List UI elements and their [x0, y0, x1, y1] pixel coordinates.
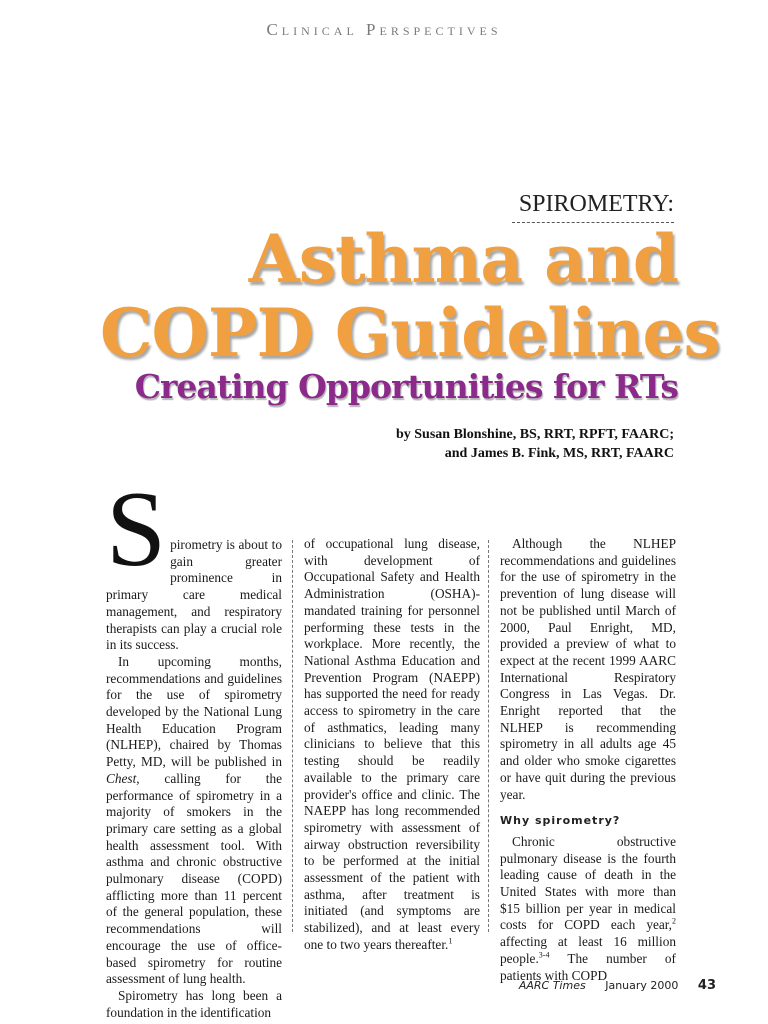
- paragraph: [500, 834, 676, 984]
- paragraph: Spirometry has long been a foundation in the identification: [106, 987, 282, 1020]
- paragraph-text: of occupational lung disease, with development of Occupational Safety and Health Administration (OSHA)-mandated training for personnel performing these tests in the workplace. More recently, the National Asthma Education and Prevention Program (NAEPP) has supported the need for ready access to spirometry in the care of asthmatics, leading many clinicians to believe that this testing should be readily available to the primary care provider's office and clinic. The NAEPP has long recommended spirometry with assessment of airway obstruction reversibility to be performed at the initial assessment of the patient with asthma, after treatment is initiated (and symptoms are stabilized), and at least every one to two years thereafter.: [304, 536, 480, 952]
- page-number: 43: [697, 978, 716, 993]
- footnote-ref: 1: [448, 936, 453, 946]
- column-3: [500, 536, 676, 984]
- paragraph: pirometry is about to gain greater prominence in primary care medical management, and respiratory therapists can play a crucial role in its success.: [106, 537, 282, 653]
- folio: [519, 978, 716, 993]
- paragraph-text: , calling for the performance of spirometry in a majority of smokers in the primary care setting as a global health assessment tool. With asthma and chronic obstructive pulmonary disease (COPD) afflicting more than 11 percent of the general population, these recommendations will encourage the use of office-based spirometry for routine assessment of lung health.: [106, 770, 282, 987]
- paragraph-text: In upcoming months, recommendations and guidelines for the use of spirometry developed by the National Lung Health Education Program (NLHEP), chaired by Thomas Petty, MD, will be published in: [106, 653, 282, 770]
- column-divider: [488, 540, 489, 932]
- column-2: [304, 536, 480, 954]
- section-heading: Why spirometry?: [500, 814, 621, 828]
- title-line-2: COPD Guidelines: [100, 294, 720, 372]
- journal-name: Chest: [106, 770, 137, 786]
- paragraph-text: affecting at least 16 million people.: [500, 934, 676, 966]
- column-divider: [292, 540, 293, 932]
- paragraph: [304, 536, 480, 954]
- running-head: Clinical Perspectives: [266, 20, 502, 39]
- byline: [396, 425, 674, 463]
- paragraph: Although the NLHEP recommendations and guidelines for the use of spirometry in the prevention of lung disease will not be published until March of 2000, Paul Enright, MD, provided a preview of what to expect at the recent 1999 AARC International Respiratory Congress in Las Vegas. Dr. Enright reported that the NLHEP is recommending spirometry in all adults age 45 and older who smoke cigarettes or have quit during the previous year.: [500, 536, 676, 802]
- paragraph: [106, 654, 282, 988]
- footnote-ref: 2: [672, 917, 676, 927]
- drop-cap: S: [106, 470, 167, 589]
- issue-date: January 2000: [605, 979, 679, 992]
- column-1: [106, 470, 282, 1021]
- paragraph-text: Chronic obstructive pulmonary disease is the fourth leading cause of death in the United States with more than $15 billion per year in medical costs for COPD each year,: [500, 833, 676, 933]
- subtitle: Creating Opportunities for RTs: [134, 367, 678, 406]
- magazine-name: AARC Times: [518, 979, 586, 992]
- kicker: SPIROMETRY:: [518, 191, 674, 217]
- byline-line-1: by Susan Blonshine, BS, RRT, RPFT, FAARC;: [395, 427, 674, 442]
- paragraph-text: The number of patients with COPD: [500, 950, 676, 983]
- title-line-1: Asthma and: [248, 220, 678, 298]
- footnote-ref: 3-4: [538, 950, 550, 960]
- byline-line-2: and James B. Fink, MS, RRT, FAARC: [444, 446, 674, 461]
